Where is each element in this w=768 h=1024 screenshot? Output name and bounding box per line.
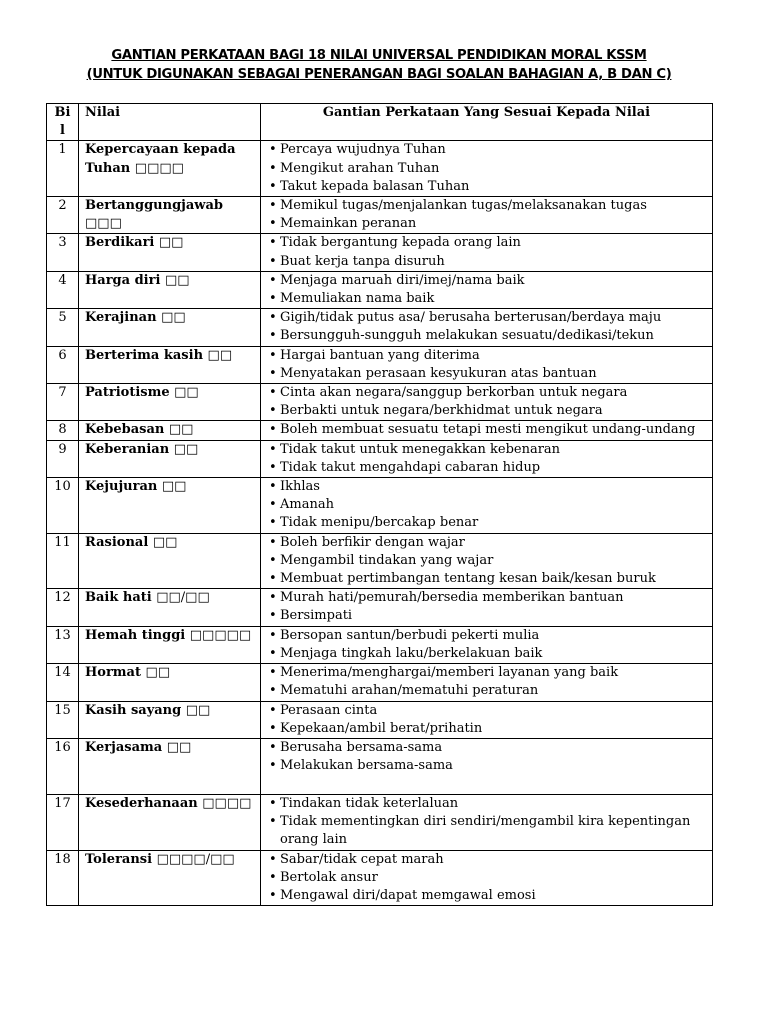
nilai-cell (79, 589, 261, 626)
gantian-list (261, 664, 712, 700)
nilai-name: Keberanian (85, 441, 170, 457)
nilai-translation: □□□□ (134, 160, 184, 176)
nilai-name: Rasional (85, 534, 149, 550)
row-number: 18 (47, 850, 79, 906)
gantian-cell (261, 738, 713, 794)
nilai-cell (79, 421, 261, 440)
table-row (47, 384, 713, 421)
nilai-translation: □□ (207, 347, 233, 363)
gantian-list (261, 272, 712, 308)
nilai-translation: □□ (158, 235, 184, 251)
row-number: 13 (47, 626, 79, 663)
row-number: 3 (47, 234, 79, 271)
nilai-cell (79, 701, 261, 738)
nilai-cell (79, 234, 261, 271)
gantian-list (261, 478, 712, 533)
nilai-translation: □□ (166, 739, 192, 755)
document-title (46, 46, 712, 84)
gantian-item: • Mematuhi arahan/mematuhi peraturan (269, 682, 708, 700)
nilai-name: Hormat (85, 665, 141, 681)
row-number: 15 (47, 701, 79, 738)
row-number: 2 (47, 197, 79, 234)
gantian-cell (261, 626, 713, 663)
gantian-item: • Perasaan cinta (269, 702, 708, 720)
nilai-cell (79, 738, 261, 794)
nilai-translation: □□□□□ (189, 627, 252, 643)
table-row (47, 626, 713, 663)
gantian-cell (261, 533, 713, 589)
nilai-name: Baik hati (85, 590, 152, 606)
nilai-cell (79, 141, 261, 197)
gantian-list (261, 534, 712, 589)
gantian-item: • Membuat pertimbangan tentang kesan baik/kesan buruk (269, 570, 708, 588)
nilai-name: Berdikari (85, 235, 155, 251)
gantian-item: • Mengambil tindakan yang wajar (269, 552, 708, 570)
gantian-list (261, 795, 712, 850)
table-row (47, 701, 713, 738)
header-gantian: Gantian Perkataan Yang Sesuai Kepada Nilai (261, 104, 713, 141)
row-number: 12 (47, 589, 79, 626)
row-number: 10 (47, 478, 79, 534)
gantian-item: • Bertolak ansur (269, 869, 708, 887)
nilai-name: Kepercayaan kepada Tuhan (85, 142, 236, 176)
nilai-translation: □□ (168, 422, 194, 438)
gantian-item: • Cinta akan negara/sanggup berkorban untuk negara (269, 384, 708, 402)
row-number: 1 (47, 141, 79, 197)
gantian-list (261, 421, 712, 439)
nilai-translation: □□ (185, 702, 211, 718)
gantian-item: • Hargai bantuan yang diterima (269, 347, 708, 365)
gantian-cell (261, 664, 713, 701)
table-row (47, 664, 713, 701)
gantian-cell (261, 384, 713, 421)
nilai-translation: □□ (161, 310, 186, 326)
table-row (47, 589, 713, 626)
gantian-item: • Menjaga maruah diri/imej/nama baik (269, 272, 708, 290)
nilai-cell (79, 440, 261, 477)
nilai-table (46, 103, 713, 906)
title-line-2: (UNTUK DIGUNAKAN SEBAGAI PENERANGAN BAGI SOALAN BAHAGIAN A, B DAN C) (86, 67, 672, 82)
table-row (47, 141, 713, 197)
gantian-item: • Gigih/tidak putus asa/ berusaha berterusan/berdaya maju (269, 309, 708, 327)
table-row (47, 271, 713, 308)
gantian-cell (261, 421, 713, 440)
gantian-list (261, 739, 712, 775)
nilai-translation: □□□ (85, 216, 122, 232)
gantian-item: • Murah hati/pemurah/bersedia memberikan bantuan (269, 589, 708, 607)
gantian-item: • Amanah (269, 496, 708, 514)
table-row (47, 309, 713, 346)
nilai-cell (79, 664, 261, 701)
nilai-name: Patriotisme (85, 385, 170, 401)
nilai-cell (79, 794, 261, 850)
gantian-list (261, 384, 712, 420)
nilai-name: Harga diri (85, 272, 161, 288)
gantian-cell (261, 850, 713, 906)
nilai-name: Kerjasama (85, 739, 163, 755)
gantian-item: • Melakukan bersama-sama (269, 757, 708, 775)
row-number: 11 (47, 533, 79, 589)
gantian-cell (261, 234, 713, 271)
header-bil: Bil (47, 104, 79, 141)
gantian-item: • Ikhlas (269, 478, 708, 496)
gantian-cell (261, 197, 713, 234)
nilai-name: Hemah tinggi (85, 627, 186, 643)
nilai-translation: □□/□□ (156, 590, 210, 606)
nilai-name: Toleransi (85, 851, 153, 867)
nilai-translation: □□ (161, 479, 187, 495)
gantian-item: • Bersopan santun/berbudi pekerti mulia (269, 627, 708, 645)
nilai-translation: □□ (145, 665, 171, 681)
title-line-1: GANTIAN PERKATAAN BAGI 18 NILAI UNIVERSAL PENDIDIKAN MORAL KSSM (111, 48, 647, 63)
table-row (47, 850, 713, 906)
gantian-list (261, 197, 712, 233)
nilai-cell (79, 271, 261, 308)
nilai-cell (79, 384, 261, 421)
nilai-name: Kasih sayang (85, 702, 182, 718)
gantian-item: • Berusaha bersama-sama (269, 739, 708, 757)
gantian-item: • Memuliakan nama baik (269, 290, 708, 308)
nilai-cell (79, 346, 261, 383)
nilai-translation: □□ (173, 441, 199, 457)
table-row (47, 794, 713, 850)
nilai-name: Kerajinan (85, 310, 157, 326)
gantian-item: • Sabar/tidak cepat marah (269, 851, 708, 869)
gantian-cell (261, 794, 713, 850)
header-nilai: Nilai (79, 104, 261, 141)
gantian-item: • Memainkan peranan (269, 215, 708, 233)
gantian-item: • Buat kerja tanpa disuruh (269, 253, 708, 271)
gantian-cell (261, 589, 713, 626)
table-row (47, 234, 713, 271)
row-number: 4 (47, 271, 79, 308)
gantian-item: • Boleh membuat sesuatu tetapi mesti mengikut undang-undang (269, 421, 708, 439)
gantian-cell (261, 346, 713, 383)
gantian-cell (261, 309, 713, 346)
row-number: 14 (47, 664, 79, 701)
nilai-translation: □□ (164, 272, 190, 288)
table-header-row (47, 104, 713, 141)
gantian-item: • Tidak bergantung kepada orang lain (269, 234, 708, 252)
row-number: 8 (47, 421, 79, 440)
gantian-list (261, 234, 712, 270)
gantian-item: • Berbakti untuk negara/berkhidmat untuk negara (269, 402, 708, 420)
table-row (47, 346, 713, 383)
gantian-cell (261, 141, 713, 197)
table-row (47, 478, 713, 534)
table-row (47, 738, 713, 794)
nilai-translation: □□ (174, 385, 199, 401)
row-number: 7 (47, 384, 79, 421)
gantian-cell (261, 701, 713, 738)
gantian-item: • Bersungguh-sungguh melakukan sesuatu/dedikasi/tekun (269, 327, 708, 345)
nilai-translation: □□ (152, 534, 178, 550)
nilai-name: Kesederhanaan (85, 795, 198, 811)
gantian-cell (261, 478, 713, 534)
gantian-item: • Mengawal diri/dapat memgawal emosi (269, 887, 708, 905)
gantian-list (261, 141, 712, 196)
row-number: 17 (47, 794, 79, 850)
table-row (47, 421, 713, 440)
table-row (47, 197, 713, 234)
gantian-list (261, 627, 712, 663)
nilai-name: Kejujuran (85, 479, 158, 495)
gantian-item: • Tidak takut untuk menegakkan kebenaran (269, 441, 708, 459)
gantian-item: • Percaya wujudnya Tuhan (269, 141, 708, 159)
gantian-list (261, 851, 712, 906)
gantian-list (261, 702, 712, 738)
row-number: 6 (47, 346, 79, 383)
gantian-item: • Tindakan tidak keterlaluan (269, 795, 708, 813)
gantian-item: • Kepekaan/ambil berat/prihatin (269, 720, 708, 738)
gantian-item: • Mengikut arahan Tuhan (269, 160, 708, 178)
nilai-name: Bertanggungjawab (85, 198, 223, 214)
nilai-cell (79, 478, 261, 534)
gantian-list (261, 347, 712, 383)
gantian-item: • Takut kepada balasan Tuhan (269, 178, 708, 196)
nilai-cell (79, 850, 261, 906)
nilai-cell (79, 626, 261, 663)
nilai-translation: □□□□/□□ (156, 851, 235, 867)
nilai-cell (79, 533, 261, 589)
row-number: 16 (47, 738, 79, 794)
nilai-cell (79, 309, 261, 346)
nilai-name: Kebebasan (85, 422, 165, 438)
gantian-item: • Bersimpati (269, 607, 708, 625)
gantian-item: • Boleh berfikir dengan wajar (269, 534, 708, 552)
table-body (47, 141, 713, 906)
gantian-cell (261, 271, 713, 308)
gantian-item: • Tidak menipu/bercakap benar (269, 514, 708, 532)
gantian-item: • Tidak takut mengahdapi cabaran hidup (269, 459, 708, 477)
nilai-cell (79, 197, 261, 234)
gantian-item: • Memikul tugas/menjalankan tugas/melaksanakan tugas (269, 197, 708, 215)
gantian-list (261, 441, 712, 477)
gantian-list (261, 589, 712, 625)
gantian-cell (261, 440, 713, 477)
gantian-item: • Menerima/menghargai/memberi layanan yang baik (269, 664, 708, 682)
row-number: 5 (47, 309, 79, 346)
nilai-translation: □□□□ (202, 795, 252, 811)
table-row (47, 533, 713, 589)
gantian-item: • Menyatakan perasaan kesyukuran atas bantuan (269, 365, 708, 383)
nilai-name: Berterima kasih (85, 347, 204, 363)
row-number: 9 (47, 440, 79, 477)
gantian-item: • Menjaga tingkah laku/berkelakuan baik (269, 645, 708, 663)
gantian-list (261, 309, 712, 345)
table-row (47, 440, 713, 477)
gantian-item: • Tidak mementingkan diri sendiri/mengambil kira kepentingan orang lain (269, 813, 708, 849)
